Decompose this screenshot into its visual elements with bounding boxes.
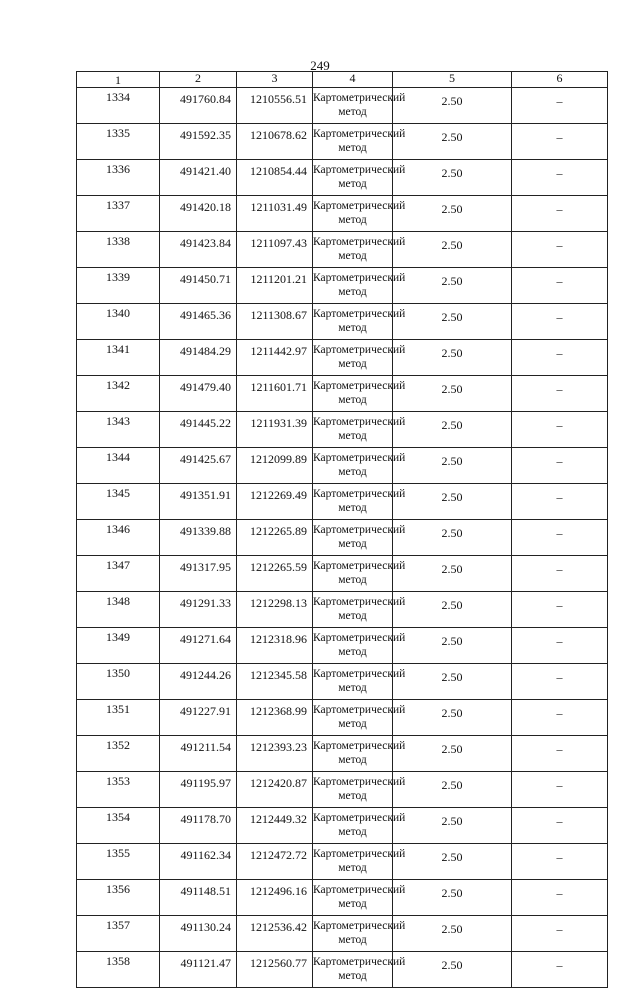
note-cell: – [512,772,608,808]
table-body [77,88,608,988]
point-number-cell: 1349 [77,628,160,664]
y-coordinate-cell: 1210854.44 [237,160,313,196]
table-row [77,916,608,952]
method-cell: Картометрический метод [313,628,393,664]
table-row [77,664,608,700]
table-row [77,844,608,880]
point-number-cell: 1344 [77,448,160,484]
method-cell: Картометрический метод [313,160,393,196]
x-coordinate-cell: 491423.84 [160,232,237,268]
method-cell: Картометрический метод [313,376,393,412]
point-number-cell: 1358 [77,952,160,988]
point-number-cell: 1336 [77,160,160,196]
point-number-cell: 1357 [77,916,160,952]
y-coordinate-cell: 1211031.49 [237,196,313,232]
accuracy-cell: 2.50 [393,232,512,268]
accuracy-cell: 2.50 [393,952,512,988]
accuracy-cell: 2.50 [393,736,512,772]
x-coordinate-cell: 491271.64 [160,628,237,664]
y-coordinate-cell: 1210556.51 [237,88,313,124]
point-number-cell: 1345 [77,484,160,520]
x-coordinate-cell: 491244.26 [160,664,237,700]
accuracy-cell: 2.50 [393,124,512,160]
y-coordinate-cell: 1212393.23 [237,736,313,772]
table-row [77,124,608,160]
point-number-cell: 1355 [77,844,160,880]
method-cell: Картометрический метод [313,916,393,952]
note-cell: – [512,304,608,340]
accuracy-cell: 2.50 [393,916,512,952]
y-coordinate-cell: 1212472.72 [237,844,313,880]
y-coordinate-cell: 1211308.67 [237,304,313,340]
accuracy-cell: 2.50 [393,772,512,808]
note-cell: – [512,880,608,916]
x-coordinate-cell: 491211.54 [160,736,237,772]
x-coordinate-cell: 491317.95 [160,556,237,592]
y-coordinate-cell: 1212536.42 [237,916,313,952]
y-coordinate-cell: 1212318.96 [237,628,313,664]
y-coordinate-cell: 1211097.43 [237,232,313,268]
table-row [77,304,608,340]
x-coordinate-cell: 491121.47 [160,952,237,988]
table-row [77,556,608,592]
y-coordinate-cell: 1212420.87 [237,772,313,808]
y-coordinate-cell: 1212368.99 [237,700,313,736]
table-row [77,160,608,196]
table-row [77,700,608,736]
note-cell: – [512,88,608,124]
y-coordinate-cell: 1212496.16 [237,880,313,916]
note-cell: – [512,160,608,196]
y-coordinate-cell: 1211201.21 [237,268,313,304]
method-cell: Картометрический метод [313,952,393,988]
x-coordinate-cell: 491465.36 [160,304,237,340]
column-header-4: 4 [313,72,393,88]
method-cell: Картометрический метод [313,232,393,268]
x-coordinate-cell: 491162.34 [160,844,237,880]
accuracy-cell: 2.50 [393,484,512,520]
accuracy-cell: 2.50 [393,808,512,844]
table-row [77,880,608,916]
note-cell: – [512,916,608,952]
point-number-cell: 1353 [77,772,160,808]
y-coordinate-cell: 1211601.71 [237,376,313,412]
point-number-cell: 1343 [77,412,160,448]
table-row [77,268,608,304]
y-coordinate-cell: 1212345.58 [237,664,313,700]
x-coordinate-cell: 491195.97 [160,772,237,808]
coordinates-table [76,71,608,988]
accuracy-cell: 2.50 [393,88,512,124]
table-row [77,952,608,988]
method-cell: Картометрический метод [313,484,393,520]
note-cell: – [512,376,608,412]
note-cell: – [512,628,608,664]
method-cell: Картометрический метод [313,88,393,124]
x-coordinate-cell: 491592.35 [160,124,237,160]
point-number-cell: 1341 [77,340,160,376]
x-coordinate-cell: 491178.70 [160,808,237,844]
x-coordinate-cell: 491420.18 [160,196,237,232]
point-number-cell: 1348 [77,592,160,628]
x-coordinate-cell: 491351.91 [160,484,237,520]
method-cell: Картометрический метод [313,772,393,808]
note-cell: – [512,340,608,376]
point-number-cell: 1350 [77,664,160,700]
y-coordinate-cell: 1212560.77 [237,952,313,988]
note-cell: – [512,556,608,592]
column-header-3: 3 [237,72,313,88]
note-cell: – [512,592,608,628]
method-cell: Картометрический метод [313,448,393,484]
x-coordinate-cell: 491130.24 [160,916,237,952]
accuracy-cell: 2.50 [393,304,512,340]
method-cell: Картометрический метод [313,340,393,376]
column-header-5: 5 [393,72,512,88]
x-coordinate-cell: 491148.51 [160,880,237,916]
point-number-cell: 1346 [77,520,160,556]
note-cell: – [512,448,608,484]
table-row [77,412,608,448]
accuracy-cell: 2.50 [393,664,512,700]
table-row [77,520,608,556]
method-cell: Картометрический метод [313,196,393,232]
x-coordinate-cell: 491291.33 [160,592,237,628]
x-coordinate-cell: 491484.29 [160,340,237,376]
accuracy-cell: 2.50 [393,556,512,592]
accuracy-cell: 2.50 [393,412,512,448]
note-cell: – [512,232,608,268]
x-coordinate-cell: 491450.71 [160,268,237,304]
table-row [77,340,608,376]
method-cell: Картометрический метод [313,520,393,556]
accuracy-cell: 2.50 [393,268,512,304]
point-number-cell: 1354 [77,808,160,844]
table-row [77,88,608,124]
point-number-cell: 1334 [77,88,160,124]
note-cell: – [512,124,608,160]
method-cell: Картометрический метод [313,592,393,628]
y-coordinate-cell: 1212298.13 [237,592,313,628]
accuracy-cell: 2.50 [393,520,512,556]
note-cell: – [512,268,608,304]
method-cell: Картометрический метод [313,808,393,844]
y-coordinate-cell: 1211931.39 [237,412,313,448]
y-coordinate-cell: 1210678.62 [237,124,313,160]
point-number-cell: 1335 [77,124,160,160]
x-coordinate-cell: 491760.84 [160,88,237,124]
accuracy-cell: 2.50 [393,340,512,376]
accuracy-cell: 2.50 [393,592,512,628]
x-coordinate-cell: 491227.91 [160,700,237,736]
column-header-2: 2 [160,72,237,88]
point-number-cell: 1351 [77,700,160,736]
note-cell: – [512,736,608,772]
note-cell: – [512,484,608,520]
note-cell: – [512,520,608,556]
y-coordinate-cell: 1211442.97 [237,340,313,376]
y-coordinate-cell: 1212265.89 [237,520,313,556]
table-row [77,376,608,412]
table-header [77,72,608,88]
page-number: 249 [310,58,330,73]
accuracy-cell: 2.50 [393,880,512,916]
table-row [77,484,608,520]
method-cell: Картометрический метод [313,412,393,448]
accuracy-cell: 2.50 [393,628,512,664]
table-row [77,448,608,484]
point-number-cell: 1342 [77,376,160,412]
accuracy-cell: 2.50 [393,160,512,196]
x-coordinate-cell: 491425.67 [160,448,237,484]
note-cell: – [512,808,608,844]
point-number-cell: 1340 [77,304,160,340]
point-number-cell: 1347 [77,556,160,592]
method-cell: Картометрический метод [313,880,393,916]
table-row [77,736,608,772]
method-cell: Картометрический метод [313,304,393,340]
y-coordinate-cell: 1212099.89 [237,448,313,484]
method-cell: Картометрический метод [313,700,393,736]
column-header-6: 6 [512,72,608,88]
x-coordinate-cell: 491479.40 [160,376,237,412]
note-cell: – [512,664,608,700]
header-row [77,72,608,88]
point-number-cell: 1352 [77,736,160,772]
method-cell: Картометрический метод [313,556,393,592]
accuracy-cell: 2.50 [393,376,512,412]
accuracy-cell: 2.50 [393,700,512,736]
method-cell: Картометрический метод [313,736,393,772]
method-cell: Картометрический метод [313,124,393,160]
method-cell: Картометрический метод [313,268,393,304]
y-coordinate-cell: 1212269.49 [237,484,313,520]
point-number-cell: 1356 [77,880,160,916]
point-number-cell: 1338 [77,232,160,268]
table-row [77,628,608,664]
note-cell: – [512,412,608,448]
table-row [77,592,608,628]
x-coordinate-cell: 491339.88 [160,520,237,556]
accuracy-cell: 2.50 [393,844,512,880]
x-coordinate-cell: 491445.22 [160,412,237,448]
x-coordinate-cell: 491421.40 [160,160,237,196]
note-cell: – [512,196,608,232]
accuracy-cell: 2.50 [393,448,512,484]
note-cell: – [512,844,608,880]
column-header-1: 1 [77,72,160,88]
point-number-cell: 1339 [77,268,160,304]
y-coordinate-cell: 1212265.59 [237,556,313,592]
note-cell: – [512,952,608,988]
accuracy-cell: 2.50 [393,196,512,232]
table-row [77,808,608,844]
method-cell: Картометрический метод [313,664,393,700]
table-row [77,772,608,808]
method-cell: Картометрический метод [313,844,393,880]
point-number-cell: 1337 [77,196,160,232]
table-row [77,196,608,232]
y-coordinate-cell: 1212449.32 [237,808,313,844]
note-cell: – [512,700,608,736]
table-row [77,232,608,268]
